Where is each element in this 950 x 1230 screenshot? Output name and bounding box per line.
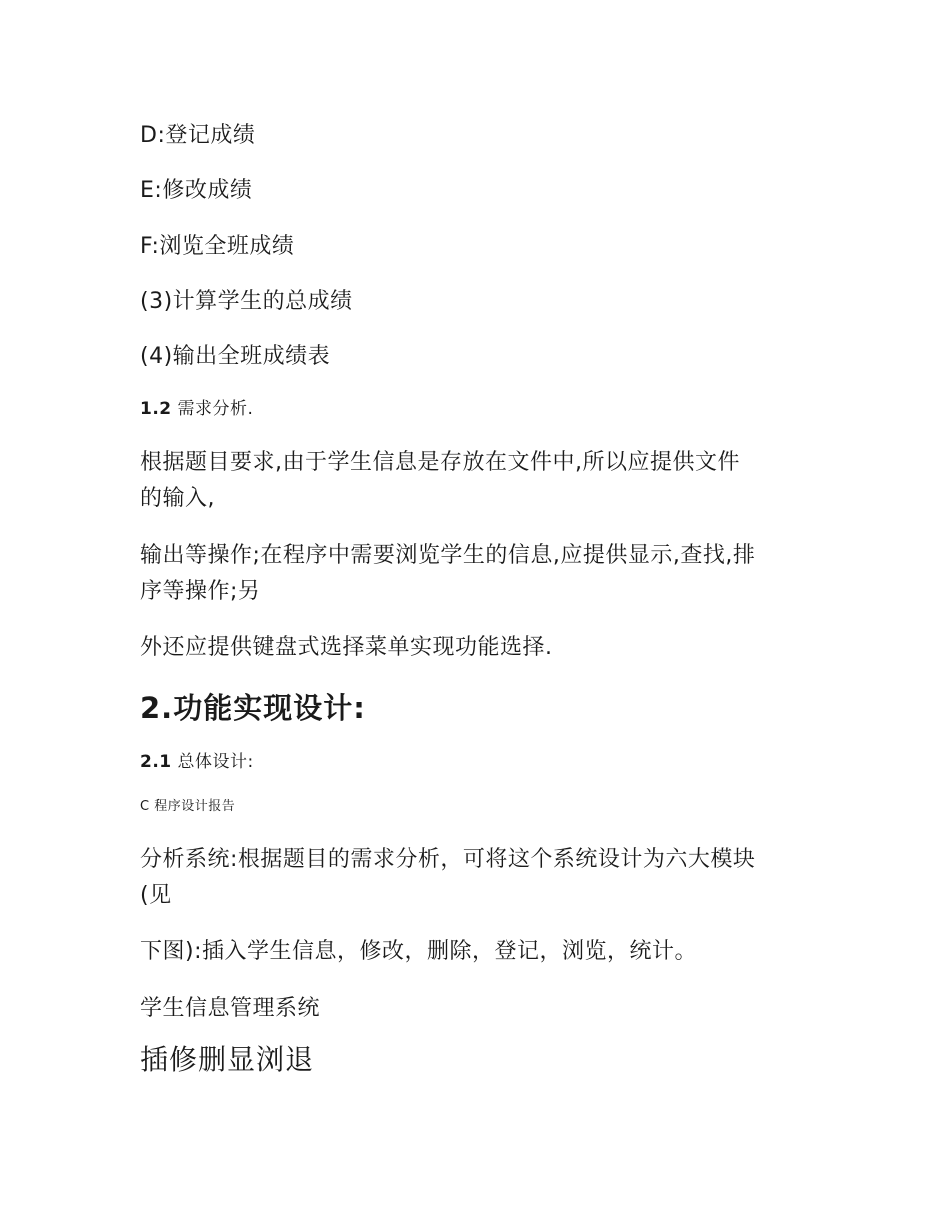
text-line-output-table: (4)输出全班成绩表 bbox=[140, 344, 331, 369]
section-title: 需求分析. bbox=[171, 399, 254, 419]
section-heading-2: 2.功能实现设计: bbox=[140, 691, 366, 725]
module-list: 插修删显浏退 bbox=[140, 1043, 315, 1076]
paragraph-line: 分析系统:根据题目的需求分析，可将这个系统设计为六大模块 bbox=[140, 847, 756, 872]
section-number: 2.1 bbox=[140, 752, 172, 772]
report-header-note: C 程序设计报告 bbox=[140, 799, 236, 814]
section-heading-2-1 bbox=[140, 751, 254, 773]
system-title: 学生信息管理系统 bbox=[140, 996, 321, 1021]
text-line-browse-scores: F:浏览全班成绩 bbox=[140, 234, 295, 259]
paragraph-line: 的输入, bbox=[140, 486, 215, 511]
paragraph-line: 下图):插入学生信息，修改，删除，登记，浏览，统计。 bbox=[140, 939, 697, 964]
text-line-modify-scores: E:修改成绩 bbox=[140, 178, 253, 203]
paragraph-line: 根据题目要求,由于学生信息是存放在文件中,所以应提供文件 bbox=[140, 450, 740, 475]
section-number: 1.2 bbox=[140, 399, 172, 419]
paragraph-line: 外还应提供键盘式选择菜单实现功能选择. bbox=[140, 635, 553, 660]
text-line-total-score: (3)计算学生的总成绩 bbox=[140, 289, 353, 314]
paragraph-line: 输出等操作;在程序中需要浏览学生的信息,应提供显示,查找,排 bbox=[140, 543, 756, 568]
paragraph-line: 序等操作;另 bbox=[140, 579, 261, 604]
text-line-record-scores: D:登记成绩 bbox=[140, 123, 256, 148]
paragraph-line: (见 bbox=[140, 883, 172, 908]
section-title: 总体设计: bbox=[171, 752, 254, 772]
section-heading-1-2 bbox=[140, 398, 253, 420]
